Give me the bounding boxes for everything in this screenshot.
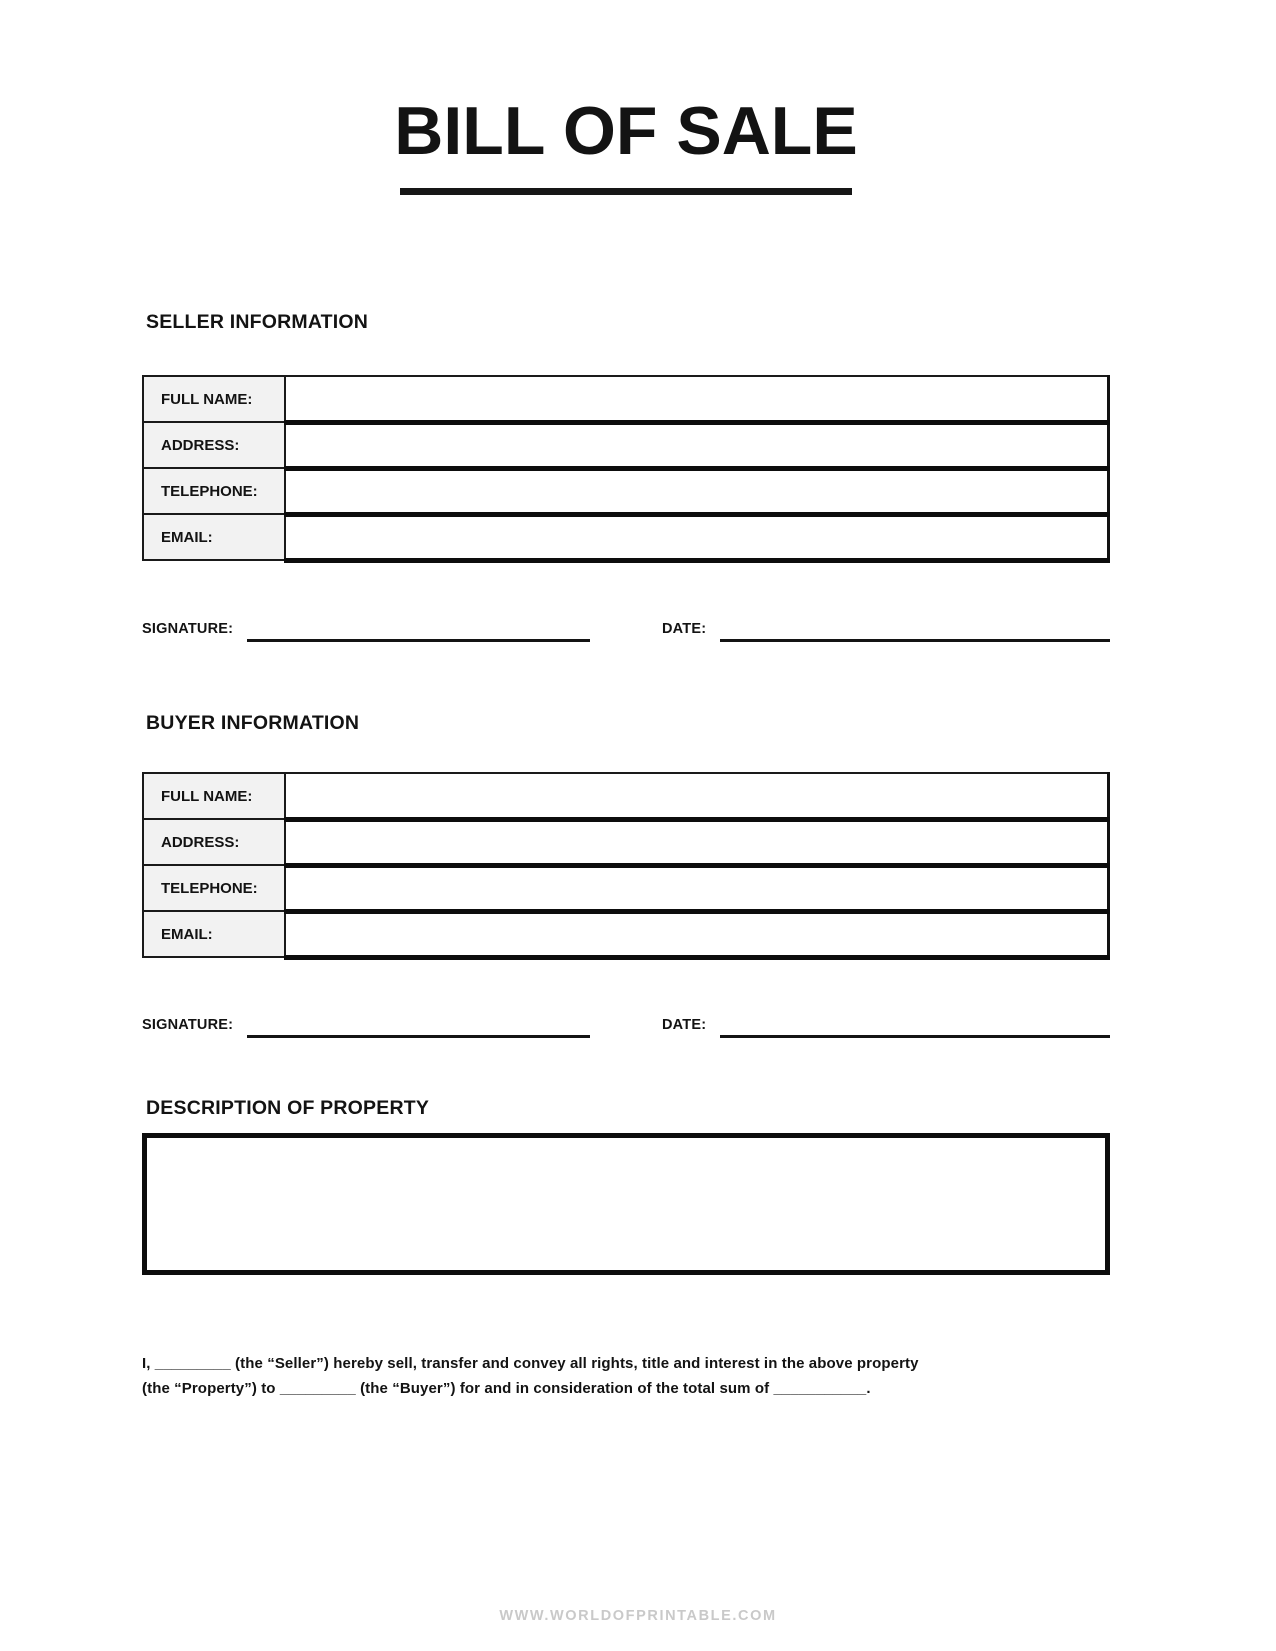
seller-full-name-label: FULL NAME: (143, 376, 285, 422)
legal-paragraph-line-2: (the “Property”) to _________ (the “Buyer”) for and in consideration of the total sum of ___________. (142, 1380, 871, 1397)
seller-email-field[interactable] (285, 514, 1109, 560)
page-title: BILL OF SALE (394, 93, 858, 169)
title-block (142, 93, 1110, 169)
table-row (143, 911, 1109, 957)
seller-signature-label: SIGNATURE: (142, 621, 234, 637)
buyer-full-name-label: FULL NAME: (143, 773, 285, 819)
property-description-box[interactable] (142, 1133, 1110, 1275)
footer-url: WWW.WORLDOFPRINTABLE.COM (499, 1608, 777, 1624)
table-row (143, 422, 1109, 468)
table-row (143, 376, 1109, 422)
seller-address-field[interactable] (285, 422, 1109, 468)
seller-address-label: ADDRESS: (143, 422, 285, 468)
buyer-email-label: EMAIL: (143, 911, 285, 957)
buyer-signature-row (142, 1014, 1110, 1038)
legal-paragraph-line-1: I, _________ (the “Seller”) hereby sell, transfer and convey all rights, title and interest in the above property (142, 1355, 919, 1372)
seller-signature-row (142, 618, 1110, 642)
seller-telephone-field[interactable] (285, 468, 1109, 514)
buyer-full-name-field[interactable] (285, 773, 1109, 819)
seller-email-label: EMAIL: (143, 514, 285, 560)
seller-info-table (142, 375, 1110, 563)
seller-full-name-field[interactable] (285, 376, 1109, 422)
buyer-date-line[interactable] (720, 1014, 1110, 1038)
buyer-info-table (142, 772, 1110, 960)
buyer-signature-label: SIGNATURE: (142, 1017, 234, 1033)
seller-date-label: DATE: (662, 621, 707, 637)
title-underline-rule (400, 188, 852, 195)
table-row (143, 773, 1109, 819)
property-section-heading: DESCRIPTION OF PROPERTY (146, 1097, 430, 1119)
buyer-address-field[interactable] (285, 819, 1109, 865)
table-row (143, 514, 1109, 560)
table-row (143, 819, 1109, 865)
buyer-telephone-field[interactable] (285, 865, 1109, 911)
seller-section-heading: SELLER INFORMATION (146, 311, 369, 333)
seller-signature-line[interactable] (247, 618, 590, 642)
legal-paragraph (142, 1351, 1110, 1401)
buyer-telephone-label: TELEPHONE: (143, 865, 285, 911)
table-row (143, 468, 1109, 514)
buyer-date-label: DATE: (662, 1017, 707, 1033)
seller-telephone-label: TELEPHONE: (143, 468, 285, 514)
table-row (143, 865, 1109, 911)
buyer-address-label: ADDRESS: (143, 819, 285, 865)
buyer-signature-line[interactable] (247, 1014, 590, 1038)
seller-date-line[interactable] (720, 618, 1110, 642)
buyer-section-heading: BUYER INFORMATION (146, 712, 360, 734)
buyer-email-field[interactable] (285, 911, 1109, 957)
